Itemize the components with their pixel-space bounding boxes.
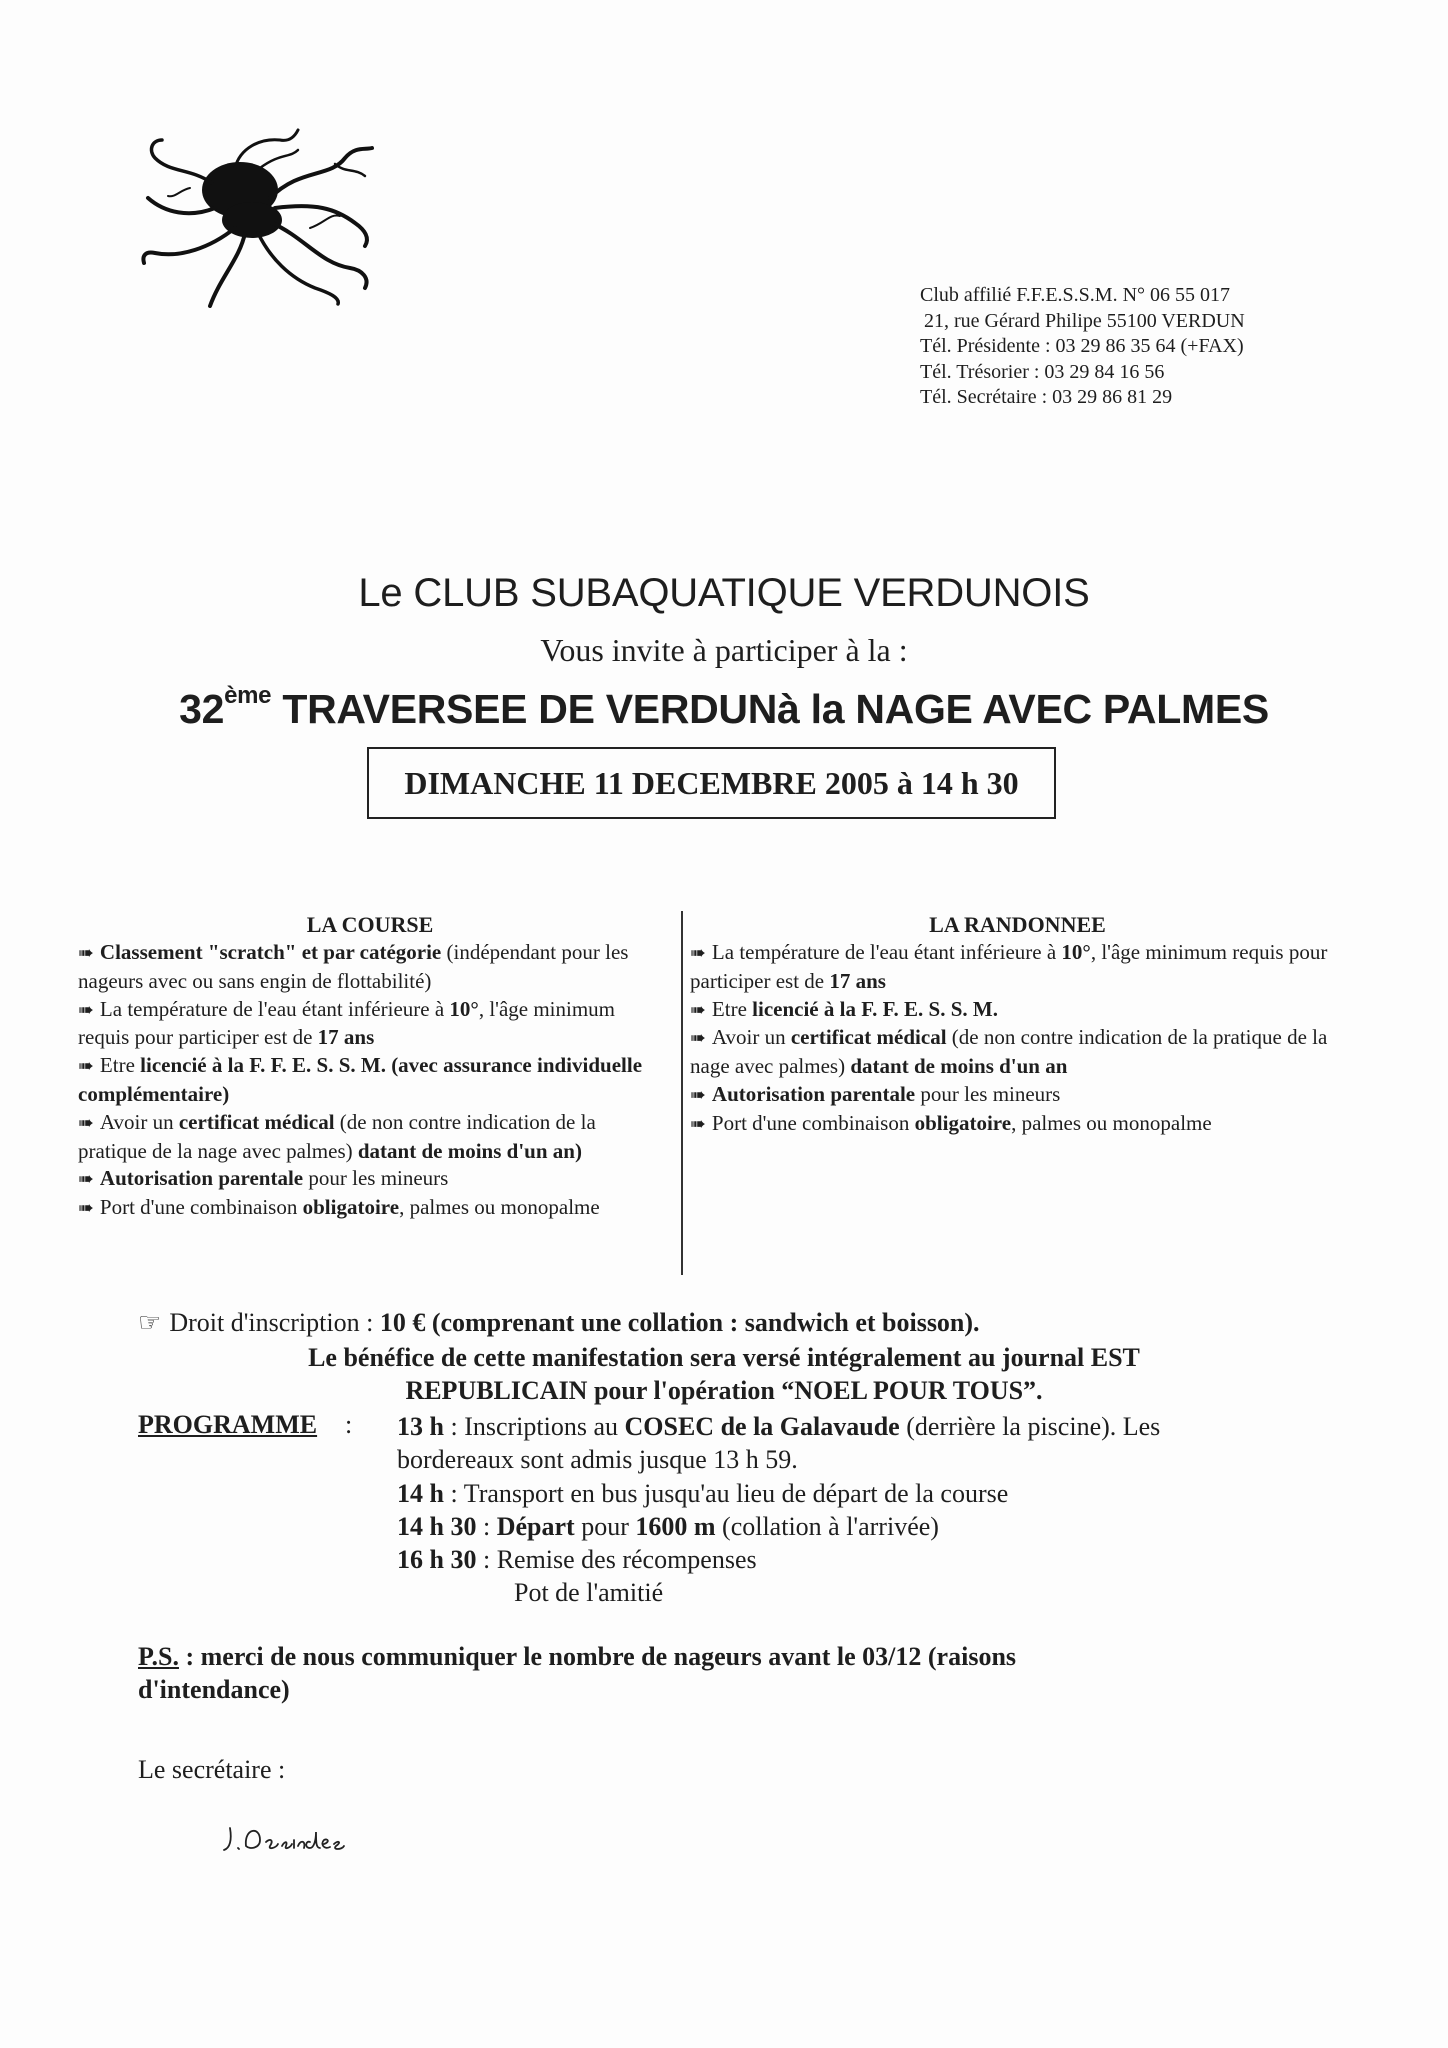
club-address-block: [920, 283, 1245, 411]
schedule-line: 14 h : Transport en bus jusqu'au lieu de départ de la course: [397, 1478, 1009, 1508]
randonnee-item: ➠ Autorisation parentale pour les mineurs: [690, 1081, 1345, 1110]
randonnee-title: LA RANDONNEE: [929, 912, 1106, 937]
arrow-icon: ➠: [78, 1112, 94, 1134]
club-affiliation: Club affilié F.F.E.S.S.M. N° 06 55 017: [920, 284, 1231, 306]
event-title-text: TRAVERSEE DE VERDUNà la NAGE AVEC PALMES: [271, 686, 1269, 732]
club-name-heading: Le CLUB SUBAQUATIQUE VERDUNOIS: [358, 571, 1090, 615]
benefit-line: REPUBLICAIN pour l'opération “NOEL POUR TOUS”.: [405, 1376, 1043, 1405]
event-date-box: DIMANCHE 11 DECEMBRE 2005 à 14 h 30: [367, 747, 1056, 819]
arrow-icon: ➠: [78, 1056, 94, 1078]
secretary-label: Le secrétaire :: [138, 1755, 286, 1784]
arrow-icon: ➠: [690, 1113, 706, 1135]
arrow-icon: ➠: [78, 943, 94, 964]
benefit-notice: [0, 1341, 1448, 1407]
phone-treasurer: Tél. Trésorier : 03 29 84 16 56: [920, 360, 1165, 383]
course-item: ➠ La température de l'eau étant inférieure à 10°, l'âge minimum requis pour participer est de 17 ans: [78, 996, 616, 1050]
course-column: [78, 911, 662, 1223]
programme-colon: :: [345, 1410, 353, 1439]
event-title: [0, 682, 1448, 733]
schedule-line: Pot de l'amitié: [514, 1578, 664, 1608]
ps-label: P.S.: [138, 1642, 179, 1671]
invitation-text: Vous invite à participer à la :: [540, 632, 908, 668]
schedule-line: 14 h 30 : Départ pour 1600 m (collation à l'arrivée): [397, 1511, 939, 1541]
phone-secretary: Tél. Secrétaire : 03 29 86 81 29: [920, 386, 1173, 408]
club-address: 21, rue Gérard Philipe 55100 VERDUN: [924, 309, 1245, 332]
event-ordinal-suffix: ème: [224, 682, 272, 709]
course-item: ➠ Etre licencié à la F. F. E. S. S. M. (avec assurance individuelle complémentaire): [78, 1053, 643, 1106]
pointing-hand-icon: ☞: [138, 1308, 162, 1337]
registration-fee: [138, 1306, 980, 1340]
octopus-icon: [140, 128, 380, 308]
arrow-icon: ➠: [690, 999, 706, 1021]
fee-amount: 10 € (comprenant une collation : sandwich et boisson).: [379, 1308, 980, 1337]
ps-text: : merci de nous communiquer le nombre de nageurs avant le 03/12 (raisons d'intendance): [138, 1642, 1017, 1704]
arrow-icon: ➠: [690, 1084, 706, 1106]
benefit-line: Le bénéfice de cette manifestation sera versé intégralement au journal EST: [308, 1343, 1140, 1372]
course-item: ➠ Classement "scratch" et par catégorie (indépendant pour les nageurs avec ou sans engin de flottabilité): [78, 940, 629, 993]
arrow-icon: ➠: [78, 1198, 94, 1220]
randonnee-item: ➠ Port d'une combinaison obligatoire, palmes ou monopalme: [690, 1110, 1345, 1139]
programme-schedule: [397, 1410, 1317, 1610]
arrow-icon: ➠: [78, 999, 94, 1021]
fee-label: Droit d'inscription :: [169, 1308, 380, 1337]
course-title: LA COURSE: [306, 912, 434, 937]
arrow-icon: ➠: [78, 1169, 94, 1191]
course-item: ➠ Autorisation parentale pour les mineurs: [78, 1165, 662, 1194]
signature: [220, 1818, 360, 1858]
postscript: [138, 1640, 1158, 1706]
schedule-line: 16 h 30 : Remise des récompenses: [397, 1545, 757, 1575]
phone-president: Tél. Présidente : 03 29 86 35 64 (+FAX): [920, 335, 1244, 357]
event-number: 32: [179, 686, 225, 732]
randonnee-item: ➠ La température de l'eau étant inférieure à 10°, l'âge minimum requis pour participer est de 17 ans: [690, 940, 1328, 993]
randonnee-column: [690, 911, 1345, 1139]
schedule-line: bordereaux sont admis jusque 13 h 59.: [397, 1445, 798, 1475]
programme-label: PROGRAMME: [138, 1410, 318, 1439]
schedule-line: 13 h : Inscriptions au COSEC de la Galavaude (derrière la piscine). Les: [397, 1412, 1161, 1441]
randonnee-item: ➠ Etre licencié à la F. F. E. S. S. M.: [690, 996, 1345, 1025]
arrow-icon: ➠: [690, 1028, 706, 1050]
course-item: ➠ Avoir un certificat médical (de non contre indication de la pratique de la nage avec palmes) datant de moins d'un an): [78, 1109, 596, 1163]
column-divider: [681, 911, 683, 1275]
arrow-icon: ➠: [690, 943, 706, 964]
course-item: ➠ Port d'une combinaison obligatoire, palmes ou monopalme: [78, 1194, 662, 1223]
randonnee-item: ➠ Avoir un certificat médical (de non contre indication de la pratique de la nage avec palmes) datant de moins d'un an: [690, 1025, 1328, 1079]
